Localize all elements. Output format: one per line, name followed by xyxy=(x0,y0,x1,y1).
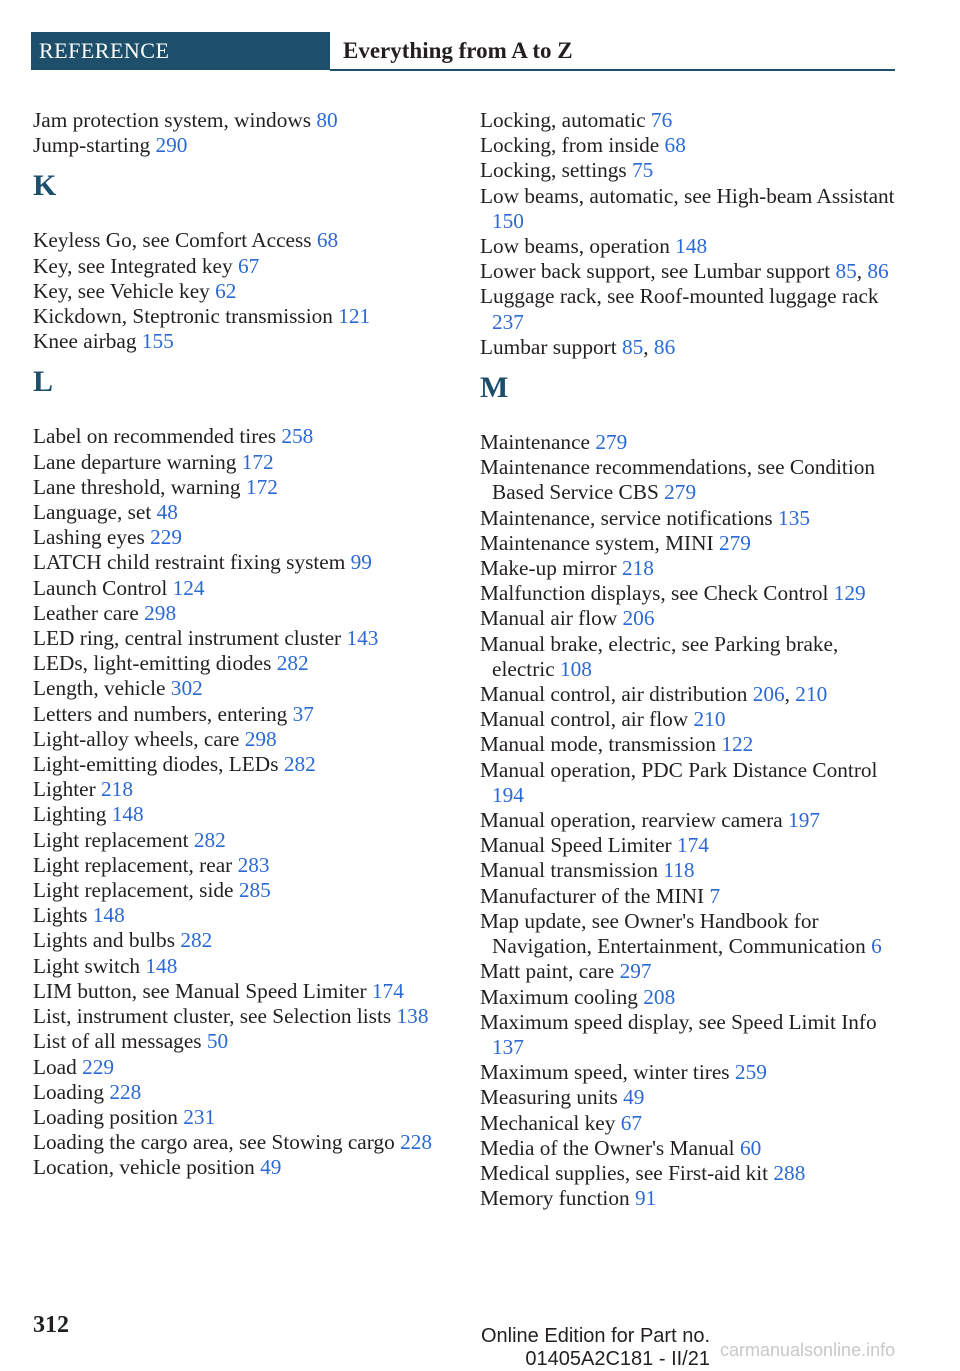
index-entry xyxy=(480,506,900,531)
index-entry-term: List, instrument cluster, see Selection lists xyxy=(33,1004,392,1029)
page-reference-link[interactable]: 283 xyxy=(237,852,270,877)
page-reference-link[interactable]: 206 xyxy=(752,682,785,707)
page-reference-link[interactable]: 210 xyxy=(795,682,828,707)
index-entry-term: Key, see Vehicle key xyxy=(33,278,210,303)
page-header xyxy=(31,32,895,72)
index-entry xyxy=(33,853,463,878)
index-entry-term: Manual operation, rearview camera xyxy=(480,808,783,833)
index-entry xyxy=(480,430,900,455)
index-entry xyxy=(33,108,463,133)
index-entry xyxy=(480,632,900,682)
index-entry xyxy=(480,758,900,808)
page-reference-link[interactable]: 298 xyxy=(244,726,277,751)
page-reference-link[interactable]: 49 xyxy=(623,1085,645,1110)
index-entry xyxy=(480,158,900,183)
index-entry-term: Letters and numbers, entering xyxy=(33,701,288,726)
page-reference-link[interactable]: 282 xyxy=(276,651,309,676)
index-entry xyxy=(480,732,900,757)
index-entry xyxy=(480,606,900,631)
index-entry-term: Light switch xyxy=(33,953,141,978)
page-reference-link[interactable]: 229 xyxy=(82,1054,115,1079)
index-entry xyxy=(33,424,463,449)
index-entry-term: Language, set xyxy=(33,500,152,525)
page-reference-link[interactable]: 285 xyxy=(238,878,271,903)
page-reference-link[interactable]: 297 xyxy=(619,959,652,984)
index-letter-heading: K xyxy=(33,169,57,203)
page-reference-link[interactable]: 172 xyxy=(245,474,278,499)
index-entry xyxy=(480,1060,900,1085)
index-entry xyxy=(480,1186,900,1211)
page-reference-link[interactable]: 148 xyxy=(145,953,178,978)
index-entry-term: Light replacement, side xyxy=(33,878,234,903)
page-reference-link[interactable]: 118 xyxy=(663,858,695,883)
page-reference-link[interactable]: 258 xyxy=(281,424,314,449)
index-entry-term: Locking, automatic xyxy=(480,108,646,132)
index-entry xyxy=(480,858,900,883)
page-reference-link[interactable]: 62 xyxy=(215,278,237,303)
index-entry-term: LEDs, light-emitting diodes xyxy=(33,651,272,676)
index-entry-term: Length, vehicle xyxy=(33,676,166,701)
index-entry xyxy=(480,985,900,1010)
page-reference-link[interactable]: 91 xyxy=(634,1186,657,1211)
index-entry xyxy=(480,959,900,984)
index-entry-term: Locking, from inside xyxy=(480,133,660,158)
index-entry-term: Loading position xyxy=(33,1104,178,1129)
index-entry-term: Manual control, air flow xyxy=(480,707,689,732)
index-entry-term: Matt paint, care xyxy=(480,959,615,984)
index-entry-term: Lighting xyxy=(33,802,107,827)
page-reference-link[interactable]: 76 xyxy=(650,108,673,132)
index-entry xyxy=(33,878,463,903)
page-reference-link[interactable]: 49 xyxy=(260,1155,282,1180)
index-entry-term: Maintenance xyxy=(480,430,590,455)
index-entry xyxy=(33,329,463,354)
index-entry xyxy=(480,455,900,505)
index-entry-term: Maximum speed, winter tires xyxy=(480,1060,730,1085)
index-entry xyxy=(480,1111,900,1136)
index-entry xyxy=(480,1161,900,1186)
page-reference-link[interactable]: 298 xyxy=(144,600,177,625)
index-entry xyxy=(480,284,900,334)
index-entry xyxy=(480,1085,900,1110)
index-entry xyxy=(480,108,900,133)
index-entry-term: Load xyxy=(33,1054,77,1079)
page-reference-link[interactable]: 6 xyxy=(871,934,882,959)
page-reference-link[interactable]: 122 xyxy=(721,732,754,757)
page-reference-link[interactable]: 67 xyxy=(620,1110,643,1135)
page-reference-link[interactable]: 302 xyxy=(170,676,203,701)
index-entry-term: Knee airbag xyxy=(33,329,137,354)
index-entry xyxy=(33,954,463,979)
page-reference-link[interactable]: 197 xyxy=(788,808,821,833)
index-entry-term: Manual brake, electric, see Parking brake, electric xyxy=(480,631,839,681)
section-tab: REFERENCE xyxy=(31,32,330,70)
page-reference-link[interactable]: 174 xyxy=(371,978,404,1003)
index-entry xyxy=(33,752,463,777)
index-entry-term: Keyless Go, see Comfort Access xyxy=(33,228,312,253)
index-entry-term: Maximum cooling xyxy=(480,984,638,1009)
header-rule xyxy=(330,69,895,71)
page-reference-link[interactable]: 229 xyxy=(150,525,183,550)
page-reference-link[interactable]: 129 xyxy=(833,581,866,606)
index-entry xyxy=(480,1010,900,1060)
index-entry-term: Manual operation, PDC Park Distance Control xyxy=(480,757,878,782)
page-reference-link[interactable]: 99 xyxy=(350,550,372,575)
index-entry-term: Maintenance recommendations, see Condition Based Service CBS xyxy=(480,455,876,505)
page-reference-link[interactable]: 60 xyxy=(739,1135,762,1160)
index-entry-term: Jump-starting xyxy=(33,133,151,158)
index-entry xyxy=(33,133,463,158)
index-entry-term: Leather care xyxy=(33,600,139,625)
index-entry xyxy=(480,531,900,556)
page-reference-link[interactable]: 121 xyxy=(338,304,371,329)
page-reference-link[interactable]: 155 xyxy=(141,329,174,354)
index-entry-term: LIM button, see Manual Speed Limiter xyxy=(33,978,367,1003)
page-reference-link[interactable]: 194 xyxy=(492,782,524,807)
index-entry-term: Maximum speed display, see Speed Limit Info xyxy=(480,1009,877,1034)
page-reference-link[interactable]: 282 xyxy=(180,928,213,953)
page-reference-link[interactable]: 67 xyxy=(238,253,260,278)
page-reference-link[interactable]: 210 xyxy=(693,707,726,732)
index-entry xyxy=(33,1105,463,1130)
section-title: Everything from A to Z xyxy=(343,38,573,63)
index-column-left xyxy=(33,108,463,1181)
index-entry-term: Loading xyxy=(33,1079,104,1104)
index-entry-term: Loading the cargo area, see Stowing cargo xyxy=(33,1130,395,1155)
page-reference-link[interactable]: 37 xyxy=(292,701,314,726)
index-entry xyxy=(480,581,900,606)
index-column-right xyxy=(480,108,900,1211)
index-entry: Lumbar support 85, 86 xyxy=(480,334,676,359)
index-entry xyxy=(33,1055,463,1080)
page-reference-link[interactable]: 150 xyxy=(492,208,524,233)
page-reference-link[interactable]: 124 xyxy=(172,575,205,600)
index-entry xyxy=(33,979,463,1004)
index-entry xyxy=(33,1004,463,1029)
page-reference-link[interactable]: 48 xyxy=(156,500,178,525)
index-entry-term: Lane departure warning xyxy=(33,449,237,474)
index-entry xyxy=(33,676,463,701)
index-entry xyxy=(33,304,463,329)
index-entry xyxy=(33,651,463,676)
page-reference-link[interactable]: 68 xyxy=(664,133,686,158)
index-entry-term: Light-alloy wheels, care xyxy=(33,726,240,751)
index-entry xyxy=(33,702,463,727)
index-entry xyxy=(480,184,900,234)
index-entry xyxy=(33,928,463,953)
index-entry-term: Maintenance, service notifications xyxy=(480,505,773,530)
page-reference-link[interactable]: 282 xyxy=(193,827,226,852)
index-entry xyxy=(33,525,463,550)
page-reference-link[interactable]: 75 xyxy=(632,158,654,183)
index-entry-term: Locking, settings xyxy=(480,158,627,183)
page-reference-link[interactable]: 138 xyxy=(396,1004,429,1029)
index-entry xyxy=(480,884,900,909)
page-reference-link[interactable]: 208 xyxy=(643,984,676,1009)
index-entry xyxy=(33,475,463,500)
index-entry xyxy=(33,450,463,475)
index-entry xyxy=(480,556,900,581)
index-entry xyxy=(480,1136,900,1161)
page-reference-link[interactable]: 68 xyxy=(316,228,339,253)
index-entry xyxy=(33,254,463,279)
page-reference-link[interactable]: 86 xyxy=(653,334,676,359)
page-reference-link[interactable]: 218 xyxy=(621,556,654,581)
page-reference-link[interactable]: 279 xyxy=(595,430,628,455)
index-entry-term: Lighter xyxy=(33,777,96,802)
index-entry-term: Lane threshold, warning xyxy=(33,474,241,499)
page-reference-link[interactable]: 108 xyxy=(559,656,592,681)
page-reference-link[interactable]: 218 xyxy=(101,777,133,802)
page-reference-link[interactable]: 290 xyxy=(155,133,188,158)
index-entry xyxy=(33,500,463,525)
index-entry-term: Manual transmission xyxy=(480,858,659,883)
index-entry-term: Label on recommended tires xyxy=(33,424,277,449)
edition-note: Online Edition for Part no. 01405A2C181 - II/21 xyxy=(480,1325,710,1370)
index-entry xyxy=(480,707,900,732)
index-entry-term: Low beams, operation xyxy=(480,234,670,259)
index-entry-term: Maintenance system, MINI xyxy=(480,530,714,555)
index-entry-term: Mechanical key xyxy=(480,1110,616,1135)
index-entry xyxy=(33,279,463,304)
index-entry xyxy=(480,133,900,158)
index-entry xyxy=(33,777,463,802)
index-entry xyxy=(33,1029,463,1054)
page-reference-link[interactable]: 206 xyxy=(622,606,655,631)
page-reference-link[interactable]: 231 xyxy=(183,1104,216,1129)
index-entry-term: Lower back support, see Lumbar support xyxy=(480,259,831,284)
index-entry xyxy=(480,833,900,858)
page-reference-link[interactable]: 86 xyxy=(867,259,889,284)
page-reference-link[interactable]: 237 xyxy=(492,309,524,334)
index-entry-term: Light replacement xyxy=(33,827,189,852)
index-entry xyxy=(480,808,900,833)
index-letter-heading: M xyxy=(480,371,509,405)
index-entry-term: Lashing eyes xyxy=(33,525,145,550)
index-entry xyxy=(33,903,463,928)
page-reference-link[interactable]: 148 xyxy=(111,802,144,827)
page-reference-link[interactable]: 282 xyxy=(283,752,316,777)
page-reference-link[interactable]: 85 xyxy=(621,334,644,359)
index-entry-term: Memory function xyxy=(480,1186,630,1211)
index-entry-term: Low beams, automatic, see High-beam Assistant xyxy=(480,183,895,208)
index-entry-term: Manual Speed Limiter xyxy=(480,833,672,858)
page-reference-link[interactable]: 148 xyxy=(92,903,125,928)
index-entry-term: Luggage rack, see Roof-mounted luggage rack xyxy=(480,284,879,309)
page-reference-link[interactable]: 148 xyxy=(675,234,708,259)
index-entry xyxy=(33,601,463,626)
page-reference-link[interactable]: 279 xyxy=(664,480,697,505)
index-entry xyxy=(33,228,463,253)
index-entry-term: Manufacturer of the MINI xyxy=(480,883,705,908)
index-entry xyxy=(33,550,463,575)
index-entry-term: Key, see Integrated key xyxy=(33,253,233,278)
page-reference-link[interactable]: 143 xyxy=(346,626,379,651)
index-entry-term: Manual air flow xyxy=(480,606,618,631)
index-entry-term: List of all messages xyxy=(33,1029,202,1054)
index-entry-term: Manual control, air distribution xyxy=(480,682,748,707)
index-entry-term: Launch Control xyxy=(33,575,168,600)
index-entry-term: Kickdown, Steptronic transmission xyxy=(33,304,333,329)
index-entry xyxy=(480,234,900,259)
index-entry: Lower back support, see Lumbar support 85, 86 xyxy=(480,259,889,284)
index-entry-term: Measuring units xyxy=(480,1085,618,1110)
index-entry xyxy=(33,802,463,827)
index-entry-term: Medical supplies, see First-aid kit xyxy=(480,1160,769,1185)
page-reference-link[interactable]: 228 xyxy=(109,1079,142,1104)
index-letter-heading: L xyxy=(33,365,54,399)
watermark: carmanualsonline.info xyxy=(720,1340,896,1360)
index-entry-term: Light replacement, rear xyxy=(33,852,233,877)
index-entry: Manual control, air distribution 206, 210 xyxy=(480,682,828,707)
index-entry-term: Malfunction displays, see Check Control xyxy=(480,581,829,606)
page-reference-link[interactable]: 174 xyxy=(676,833,709,858)
index-entry-term: Make-up mirror xyxy=(480,556,617,581)
page-reference-link[interactable]: 228 xyxy=(400,1130,433,1155)
index-entry-term: Lumbar support xyxy=(480,334,617,359)
index-entry xyxy=(33,1155,463,1180)
index-entry-term: Location, vehicle position xyxy=(33,1155,255,1180)
index-entry-term: Media of the Owner's Manual xyxy=(480,1135,735,1160)
index-entry-term: LATCH child restraint fixing system xyxy=(33,550,346,575)
index-entry-term: Map update, see Owner's Handbook for Navigation, Entertainment, Communication xyxy=(480,908,866,959)
page-reference-link[interactable]: 85 xyxy=(835,259,857,284)
index-entry xyxy=(33,1080,463,1105)
index-entry-term: Manual mode, transmission xyxy=(480,732,717,757)
index-entry xyxy=(33,727,463,752)
index-entry xyxy=(480,909,900,959)
index-entry-term: Jam protection system, windows xyxy=(33,108,312,132)
page-reference-link[interactable]: 259 xyxy=(734,1060,767,1085)
index-entry-term: LED ring, central instrument cluster xyxy=(33,626,342,651)
page-reference-link[interactable]: 288 xyxy=(773,1160,806,1185)
page-reference-link[interactable]: 80 xyxy=(316,108,338,132)
index-entry xyxy=(33,828,463,853)
page-reference-link[interactable]: 137 xyxy=(492,1034,524,1059)
page-reference-link[interactable]: 7 xyxy=(709,883,721,908)
page-number: 312 xyxy=(33,1312,69,1338)
page-reference-link[interactable]: 135 xyxy=(778,505,810,530)
index-entry-term: Lights xyxy=(33,903,88,928)
index-entry xyxy=(33,576,463,601)
page-reference-link[interactable]: 172 xyxy=(241,449,274,474)
page-reference-link[interactable]: 50 xyxy=(206,1029,229,1054)
page-reference-link[interactable]: 279 xyxy=(718,530,751,555)
index-entry xyxy=(33,626,463,651)
index-entry xyxy=(33,1130,463,1155)
index-entry-term: Lights and bulbs xyxy=(33,928,175,953)
index-entry-term: Light-emitting diodes, LEDs xyxy=(33,752,279,777)
